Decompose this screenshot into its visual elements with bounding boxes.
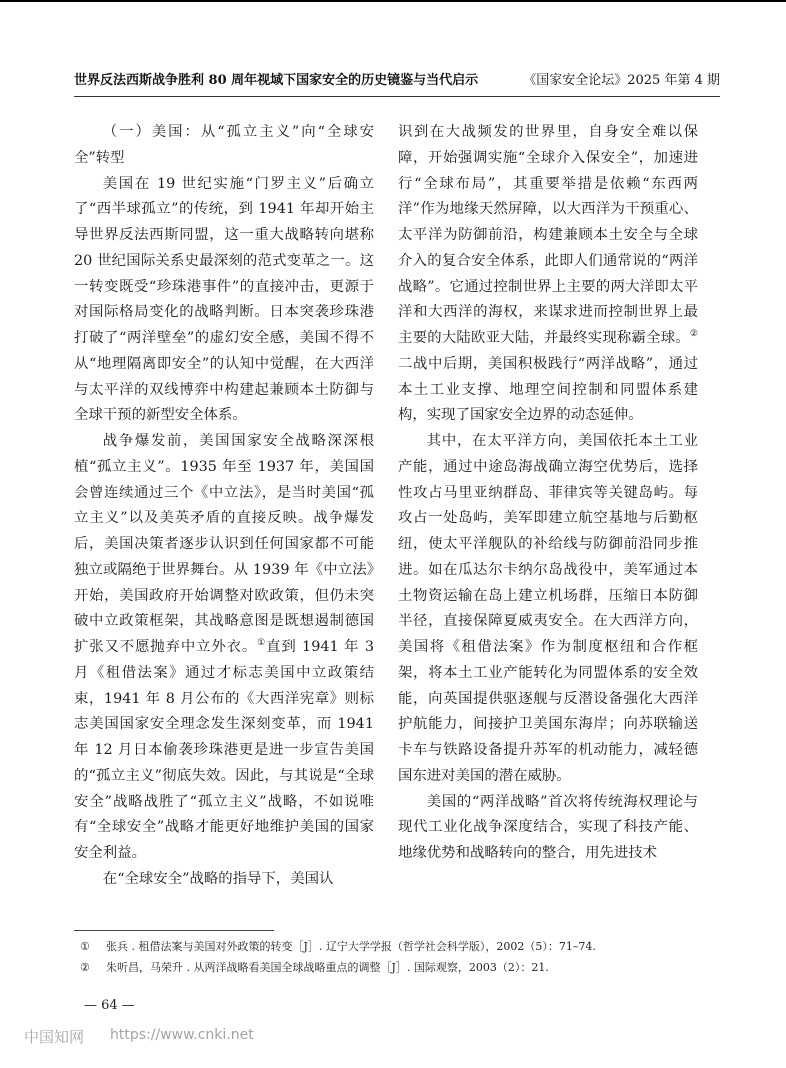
paragraph-4-text: 其中，在太平洋方向，美国依托本土工业产能，通过中途岛海战确立海空优势后，选择性攻占马里亚纳群岛、菲律宾等关键岛屿。每攻占一处岛屿，美军即建立航空基地与后勤枢纽，使太平洋舰队的补给线与防御前沿同步推进。如在瓜达尔卡纳尔岛战役中，美军通过本土物资运输在岛上建立机场群，压缩日本防御半径，直接保障夏威夷安全。在大西洋方向，美国将《租借法案》作为制度枢纽和合作框架，将本土工业产能转化为同盟体系的安全效能，向英国提供驱逐舰与反潜设备强化大西洋护航能力，间接护卫美国东海岸；向苏联输送卡车与铁路设备提升苏军的机动能力，减轻德国东进对美国的潜在威胁。: [398, 433, 698, 784]
paragraph-3-continuation-after: 二战中后期，美国积极践行“两洋战略”，通过本土工业支撑、地理空间控制和同盟体系建构，实现了国家安全边界的动态延伸。: [398, 355, 698, 424]
running-header-title: 世界反法西斯战争胜利 80 周年视域下国家安全的历史镜鉴与当代启示: [74, 73, 479, 88]
header-rule: [74, 96, 720, 97]
paragraph-1-text: 美国在 19 世纪实施“门罗主义”后确立了“西半球孤立”的传统，到 1941 年却开始主导世界反法西斯同盟，这一重大战略转向堪称 20 世纪国际关系史最深刻的范式变革之一。这一转变既受“珍珠港事件”的直接冲击，更源于对国际格局变化的战略判断。日本突袭珍珠港打破了“两洋壁垒”的虚幻安全感，美国不得不从“地理隔离即安全”的认知中觉醒，在大西洋与太平洋的双线博弈中构建起兼顾本土防御与全球干预的新型安全体系。: [74, 175, 374, 424]
footnote-ref-2[interactable]: ②: [689, 329, 698, 340]
footnote-2-mark: ②: [80, 961, 90, 974]
paragraph-5-text: 美国的“两洋战略”首次将传统海权理论与现代工业化战争深度结合，实现了科技产能、地缘优势和战略转向的整合，用先进技术: [398, 793, 698, 861]
cnki-logo: 中国知网: [24, 1028, 85, 1046]
paragraph-3: [74, 867, 374, 893]
paragraph-3-continuation: [398, 120, 698, 429]
footnotes: [80, 936, 720, 978]
section-heading: （一）美国：从“孤立主义”向“全球安全”转型: [74, 124, 374, 166]
right-column: [398, 120, 698, 867]
paragraph-3-continuation-text: 识到在大战频发的世界里，自身安全难以保障，开始强调实施“全球介入保安全”，加速进行“全球布局”，其重要举措是依赖“东西两洋”作为地缘天然屏障，以大西洋为干预重心、太平洋为防御前沿，构建兼顾本土安全与全球介入的复合安全体系，此即人们通常说的“两洋战略”。它通过控制世界上主要的两大洋即太平洋和大西洋的海权，来谋求进而控制世界上最主要的大陆欧亚大陆，并最终实现称霸全球。: [398, 124, 698, 346]
footnote-1: [80, 936, 720, 957]
paragraph-2-text-after: 直到 1941 年 3 月《租借法案》通过才标志美国中立政策结束，1941 年 8 月公布的《大西洋宪章》则标志美国国家安全理念发生深刻变革，而 1941 年 12 月日本偷袭珍珠港更是进一步宣告美国的“孤立主义”彻底失效。因此，与其说是“全球安全”战略战胜了“孤立主义”战略，不如说唯有“全球安全”战略才能更好地维护美国的国家安全利益。: [74, 639, 374, 861]
page-number: — 64 —: [84, 998, 135, 1013]
footnote-rule: [74, 930, 274, 931]
paragraph-2-text: 战争爆发前，美国国家安全战略深深根植“孤立主义”。1935 年至 1937 年，美国国会曾连续通过三个《中立法》，是当时美国“孤立主义”以及美英矛盾的直接反映。战争爆发后，美国决策者逐步认识到任何国家都不可能独立或隔绝于世界舞台。从 1939 年《中立法》开始，美国政府开始调整对欧政策，但仍未突破中立政策框架，其战略意图是既想遏制德国扩张又不愿抛弃中立外衣。: [74, 433, 374, 655]
paragraph-2: [74, 429, 374, 867]
footnote-ref-1[interactable]: ①: [257, 638, 267, 649]
paragraph-1: [74, 172, 374, 430]
paragraph-4: [398, 429, 698, 790]
cnki-url[interactable]: https://www.cnki.net: [110, 1027, 254, 1043]
paragraph-5: [398, 790, 698, 867]
footnote-2: [80, 957, 720, 978]
footnote-1-mark: ①: [80, 940, 90, 953]
paragraph-3-text: 在“全球安全”战略的指导下，美国认: [102, 870, 334, 887]
footnote-2-text: 朱听昌，马荣升 . 从两洋战略看美国全球战略重点的调整［J］. 国际观察，2003（2）：21.: [106, 961, 549, 974]
left-column: [74, 120, 374, 893]
top-rule: [0, 0, 786, 2]
footnote-1-text: 张兵 . 租借法案与美国对外政策的转变［J］. 辽宁大学学报（哲学社会科学版），2002（5）：71–74.: [106, 940, 596, 953]
running-header: [74, 68, 720, 94]
running-header-journal: 《国家安全论坛》2025 年第 4 期: [523, 73, 720, 88]
